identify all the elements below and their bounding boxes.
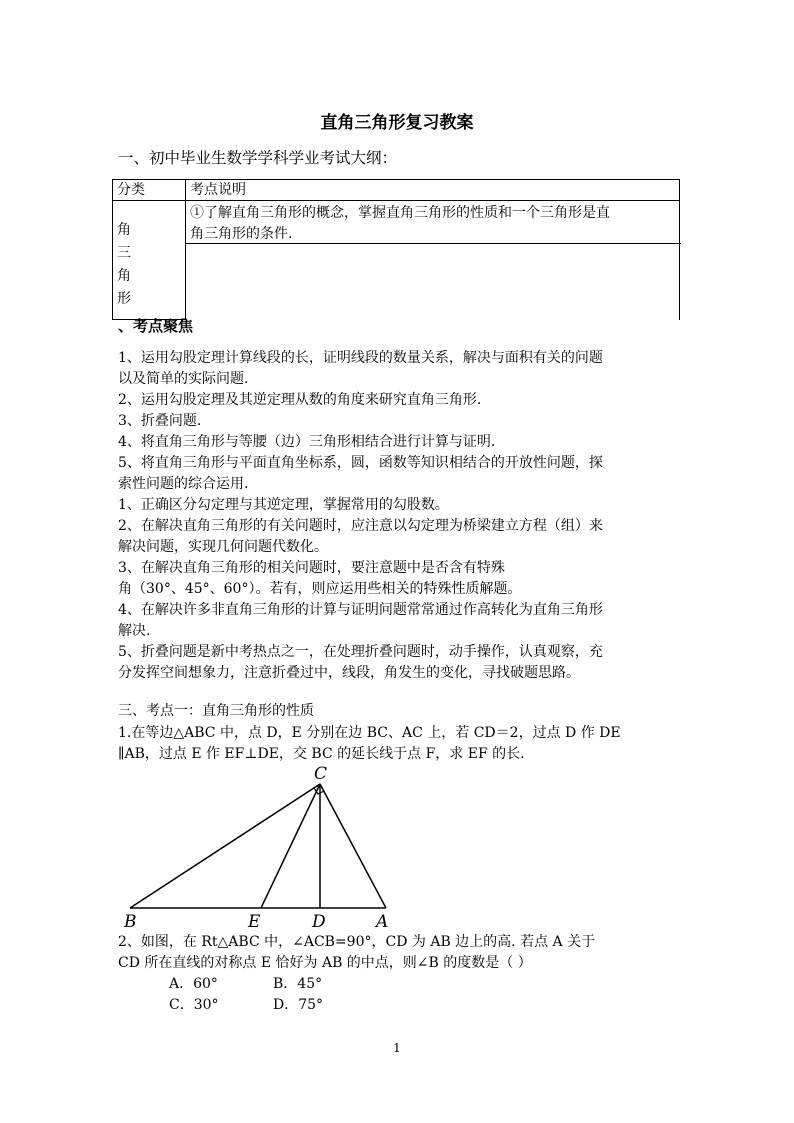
focus-line: 角（30°、45°、60°）。若有，则应运用些相关的特殊性质解题。: [118, 581, 522, 597]
focus-line: 4、在解决许多非直角三角形的计算与证明问题常常通过作高转化为直角三角形: [118, 602, 603, 618]
option-d: D．75°: [273, 997, 324, 1013]
question2-line: 2、如图，在 Rt△ABC 中，∠ACB=90°，CD 为 AB 边上的高. 若点 A 关于: [118, 934, 596, 950]
label-d: D: [312, 912, 326, 930]
focus-line: 1、正确区分勾定理与其逆定理，掌握常用的勾股数。: [118, 497, 449, 513]
page-number: 1: [393, 1041, 401, 1055]
description-line: 角三角形的条件.: [190, 226, 293, 242]
focus-line: 3、折叠问题.: [118, 413, 202, 429]
focus-line: 2、在解决直角三角形的有关问题时，应注意以勾定理为桥梁建立方程（组）来: [118, 518, 603, 534]
description-line: ①了解直角三角形的概念，掌握直角三角形的性质和一个三角形是直: [190, 205, 610, 221]
focus-line: 解决问题，实现几何问题代数化。: [118, 539, 328, 555]
focus-line: 分发挥空间想象力，注意折叠过中，线段，角发生的变化，寻找破题思路。: [118, 665, 580, 681]
focus-line: 解决.: [118, 623, 151, 639]
option-b: B．45°: [273, 976, 323, 992]
category-char: 三: [117, 245, 131, 261]
question2-line: CD 所在直线的对称点 E 恰好为 AB 的中点，则∠B 的度数是（ ）: [118, 955, 532, 971]
segment-ca: [320, 784, 386, 908]
label-e: E: [248, 912, 261, 930]
category-char: 角: [117, 268, 131, 284]
table-header-category: 分类: [113, 180, 186, 201]
focus-line: 4、将直角三角形与等腰（边）三角形相结合进行计算与证明.: [118, 434, 496, 450]
focus-line: 索性问题的综合运用.: [118, 476, 249, 492]
focus-line: 以及简单的实际问题.: [118, 371, 249, 387]
segment-bc: [130, 784, 320, 908]
table-header-description: 考点说明: [186, 180, 680, 201]
focus-line: 2、运用勾股定理及其逆定理从数的角度来研究直角三角形.: [118, 392, 482, 408]
category-char: 形: [117, 291, 131, 307]
table-partial-border: [186, 243, 681, 244]
question1-line: 1.在等边△ABC 中，点 D，E 分别在边 BC、AC 上，若 CD＝2，过点 D 作 DE: [118, 725, 621, 741]
label-c: C: [314, 764, 328, 784]
focus-line: 3、在解决直角三角形的相关问题时，要注意题中是否含有特殊: [118, 560, 505, 576]
section2-heading: 、考点聚焦: [118, 317, 194, 335]
table-category-cell: [113, 201, 186, 320]
question1-line: ∥AB，过点 E 作 EF⊥DE，交 BC 的延长线于点 F，求 EF 的长.: [118, 746, 525, 762]
option-a: A．60°: [169, 976, 218, 992]
document-title: 直角三角形复习教案: [320, 113, 474, 133]
syllabus-table: [112, 179, 680, 320]
table-description-cell: [186, 201, 680, 320]
label-a: A: [376, 912, 389, 930]
option-c: C．30°: [169, 997, 219, 1013]
section3-heading: 三、考点一：直角三角形的性质: [118, 703, 314, 719]
label-b: B: [124, 912, 137, 930]
triangle-figure: [118, 760, 408, 930]
focus-line: 5、折叠问题是新中考热点之一，在处理折叠问题时，动手操作，认真观察，充: [118, 644, 603, 660]
focus-line: 5、将直角三角形与平面直角坐标系，圆，函数等知识相结合的开放性问题，探: [118, 455, 603, 471]
focus-line: 1、运用勾股定理计算线段的长，证明线段的数量关系，解决与面积有关的问题: [118, 350, 603, 366]
section1-heading: 一、初中毕业生数学学科学业考试大纲：: [118, 149, 398, 167]
category-char: 角: [117, 222, 131, 238]
